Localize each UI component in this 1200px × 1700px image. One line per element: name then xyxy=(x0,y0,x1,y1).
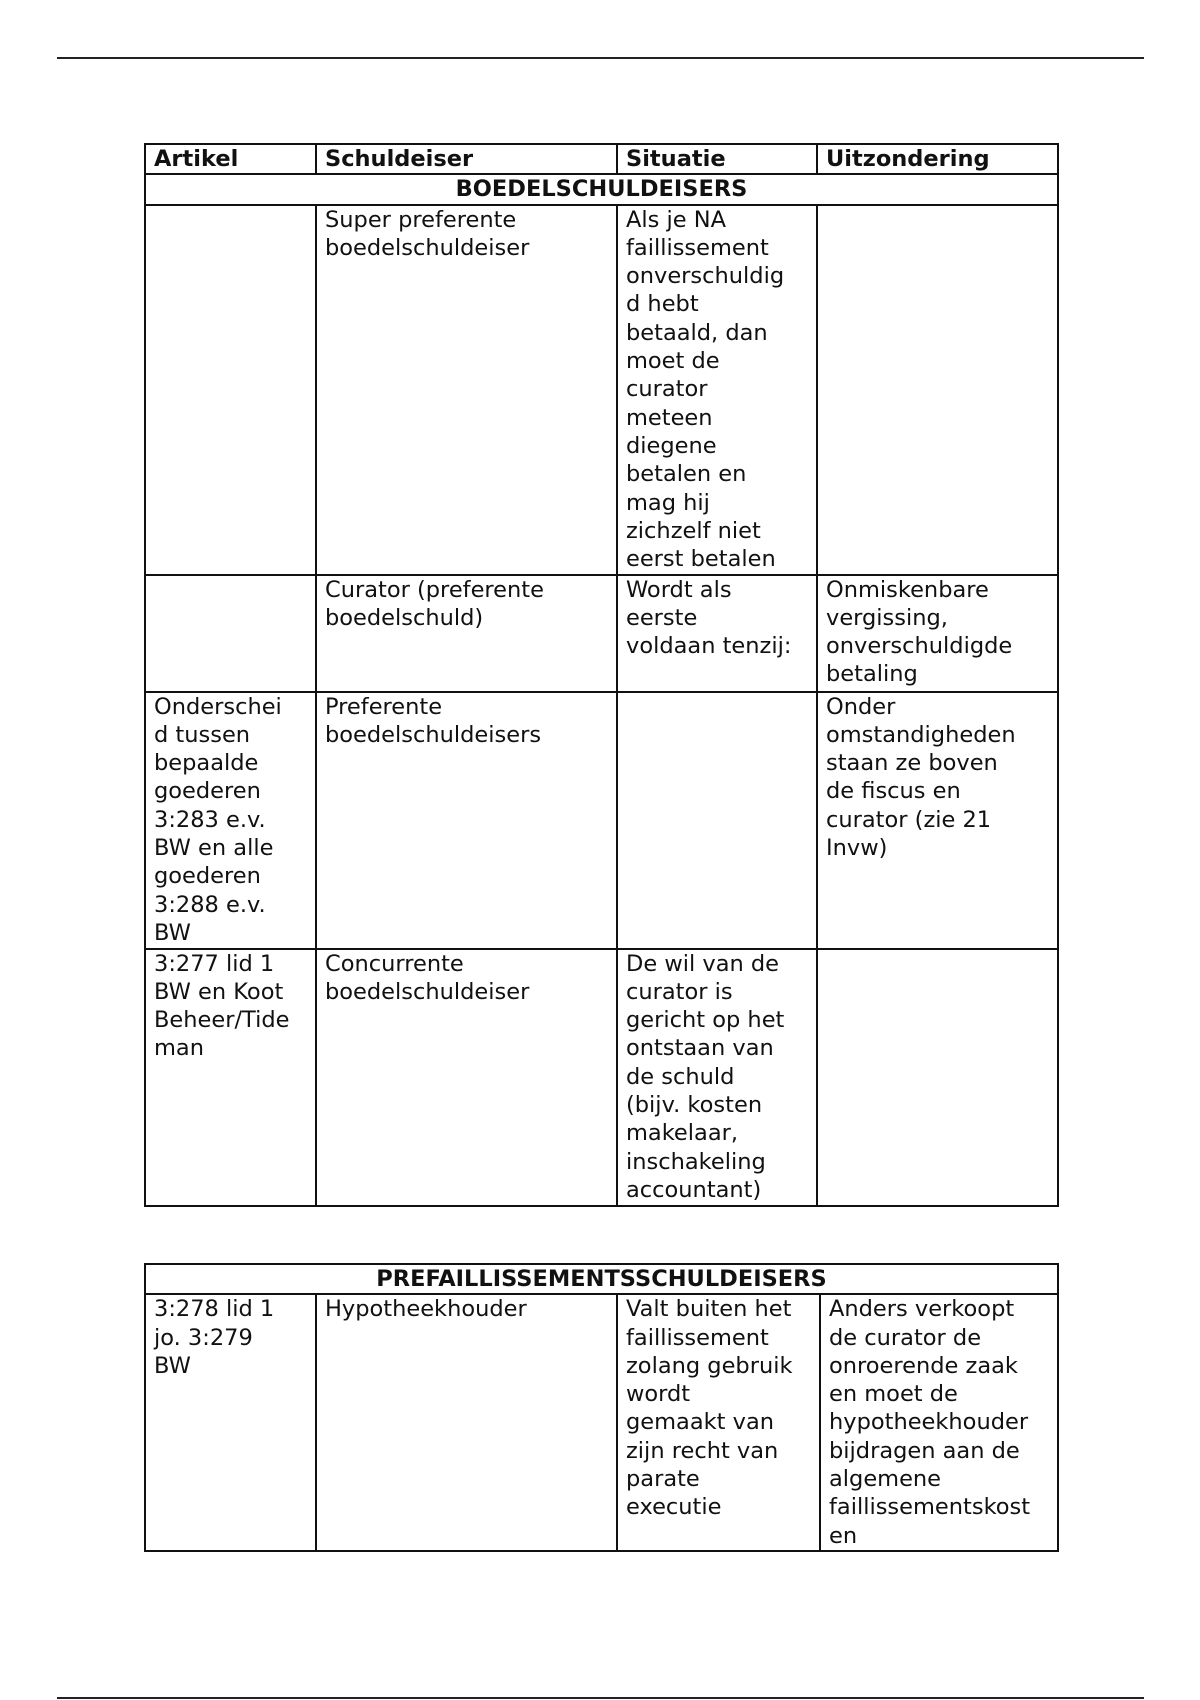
table-row xyxy=(145,1294,1058,1551)
boedelschuldeisers-table xyxy=(144,143,1059,1207)
cell-uitzondering: Anders verkoopt de curator de onroerende zaak en moet de hypotheekhouder bijdragen aan de algemene faillissementskost en xyxy=(820,1294,1058,1551)
section-row xyxy=(145,1264,1058,1294)
cell-uitzondering xyxy=(817,949,1058,1206)
cell-schuldeiser: Curator (preferente boedelschuld) xyxy=(316,575,617,692)
cell-artikel xyxy=(145,575,316,692)
cell-situatie xyxy=(617,692,817,949)
header-schuldeiser: Schuldeiser xyxy=(316,144,617,174)
table-header-row xyxy=(145,144,1058,174)
cell-schuldeiser: Super preferente boedelschuldeiser xyxy=(316,205,617,575)
cell-uitzondering: Onder omstandigheden staan ze boven de fiscus en curator (zie 21 Invw) xyxy=(817,692,1058,949)
section-heading-boedelschuldeisers: BOEDELSCHULDEISERS xyxy=(145,174,1058,204)
section-heading-prefaillissementsschuldeisers: PREFAILLISSEMENTSSCHULDEISERS xyxy=(145,1264,1058,1294)
header-situatie: Situatie xyxy=(617,144,817,174)
cell-schuldeiser: Hypotheekhouder xyxy=(316,1294,617,1551)
header-rule xyxy=(57,57,1144,59)
cell-uitzondering xyxy=(817,205,1058,575)
footer-rule xyxy=(57,1697,1144,1699)
cell-situatie: De wil van de curator is gericht op het ontstaan van de schuld (bijv. kosten makelaar, inschakeling accountant) xyxy=(617,949,817,1206)
cell-schuldeiser: Concurrente boedelschuldeiser xyxy=(316,949,617,1206)
table-row xyxy=(145,205,1058,575)
table-row xyxy=(145,692,1058,949)
cell-uitzondering: Onmiskenbare vergissing, onverschuldigde betaling xyxy=(817,575,1058,692)
section-row xyxy=(145,174,1058,204)
header-artikel: Artikel xyxy=(145,144,316,174)
cell-artikel: 3:277 lid 1 BW en Koot Beheer/Tide man xyxy=(145,949,316,1206)
cell-artikel xyxy=(145,205,316,575)
cell-situatie: Als je NA faillissement onverschuldig d hebt betaald, dan moet de curator meteen diegene betalen en mag hij zichzelf niet eerst betalen xyxy=(617,205,817,575)
table-row xyxy=(145,575,1058,692)
cell-schuldeiser: Preferente boedelschuldeisers xyxy=(316,692,617,949)
cell-situatie: Wordt als eerste voldaan tenzij: xyxy=(617,575,817,692)
cell-artikel: 3:278 lid 1 jo. 3:279 BW xyxy=(145,1294,316,1551)
prefaillissementsschuldeisers-table xyxy=(144,1263,1059,1552)
cell-artikel: Onderschei d tussen bepaalde goederen 3:283 e.v. BW en alle goederen 3:288 e.v. BW xyxy=(145,692,316,949)
header-uitzondering: Uitzondering xyxy=(817,144,1058,174)
table-row xyxy=(145,949,1058,1206)
cell-situatie: Valt buiten het faillissement zolang gebruik wordt gemaakt van zijn recht van parate executie xyxy=(617,1294,820,1551)
